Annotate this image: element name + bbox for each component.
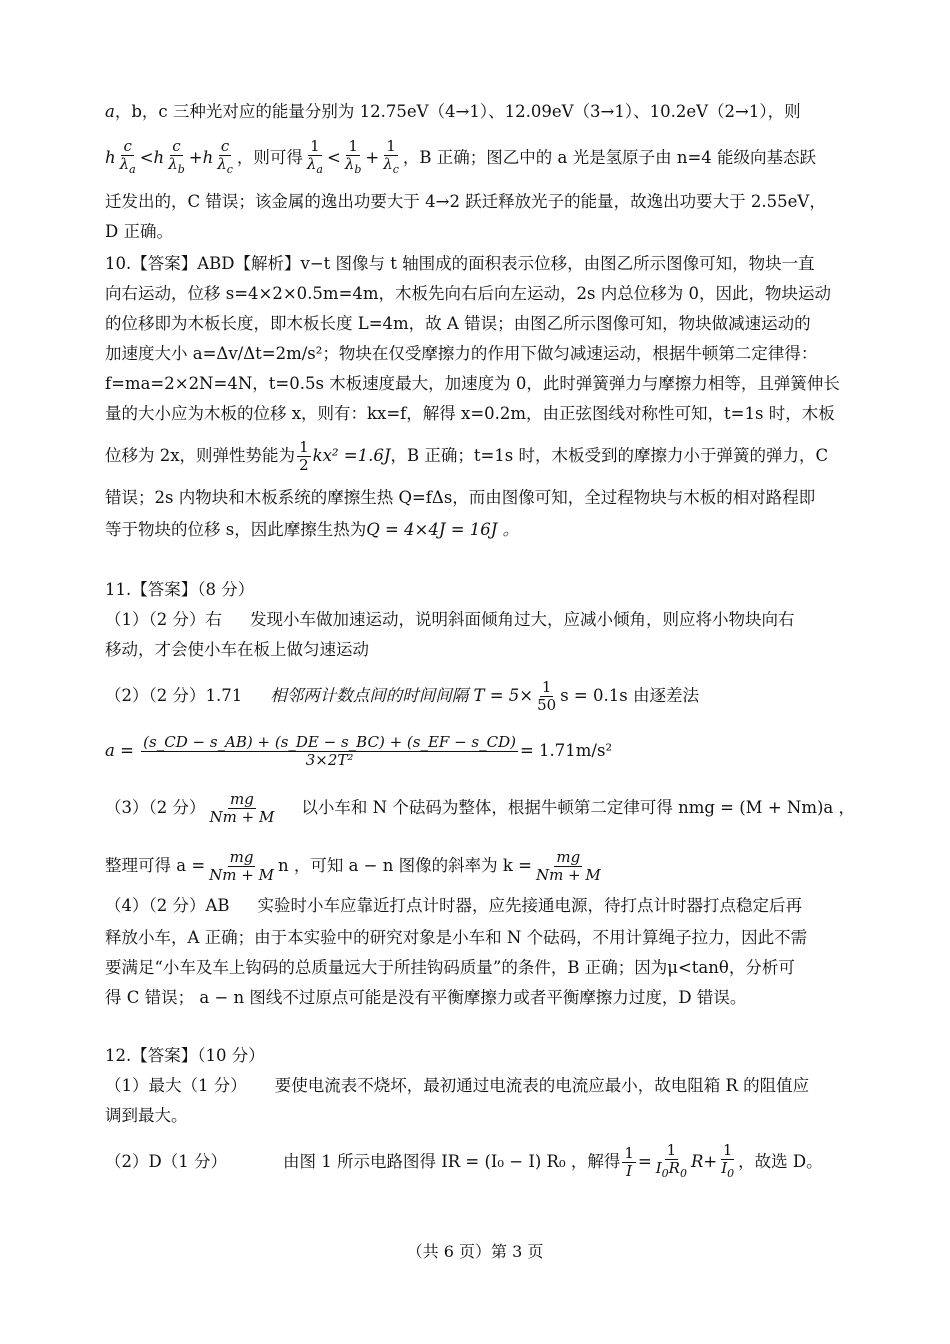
q10-line-8: 错误；2s 内物块和木板系统的摩擦生热 Q=fΔs，而由图像可知，全过程物块与木板的相对路程即 xyxy=(105,488,816,507)
q10-line-7: 位移为 2x，则弹性势能为 $\frac{1}{2}$ kx² =1.6J ，B 正确；t=1s 时，木板受到的摩擦力小于弹簧的弹力，C xyxy=(105,437,829,474)
q11-part4-l3: 要满足“小车及车上钩码的总质量远大于所挂钩码质量”的条件，B 正确；因为μ<tanθ，分析可 xyxy=(105,958,795,977)
q11-part3-cont: 整理可得 a = $\frac{mg}{Nm + M}$ n ，可知 a − n 图像的斜率为 k = $\frac{mg}{Nm + M}$ xyxy=(105,847,601,884)
q10-line-6: 量的大小应为木板的位移 x，则有：kx=f，解得 x=0.2m，由正弦图线对称性可知，t=1s 时，木板 xyxy=(105,404,835,423)
q9-line-1: a，b，c 三种光对应的能量分别为 12.75eV（4→1）、12.09eV（3→1）、10.2eV（2→1），则 xyxy=(105,102,801,121)
q9-line-2: h $\frac{c}{\lambda_a}$ < h $\frac{c}{\lambda_b}$ + h $\frac{c}{\lambda_c}$ ，则可得 $\frac{1}{\lambda_a}$ < $\frac{1}{\lambda_b}$ + $\frac{1}{\lambda_c}$ ，B 正确；图乙中的 a 光是氢原子由 n=4 能级向基态跃 xyxy=(105,137,817,176)
q9-line-4: D 正确。 xyxy=(105,222,173,241)
q11-equation: a = $\frac{(s\_CD - s\_AB) + (s\_DE - s\_BC) + (s\_EF - s\_CD)}{\text{3×2T²}}$ = 1.71m/s² xyxy=(105,732,613,769)
q12-part2: （2）D（1 分） 由图 1 所示电路图得 IR = (I₀ − I) R₀ ，解得 $\frac{1}{I}$ = $\frac{1}{I_0R_0}$ R + $\frac{1}{I_0}$ ，故选 D。 xyxy=(105,1141,823,1180)
q10-line-2: 向右运动，位移 s=4×2×0.5m=4m，木板先向右后向左运动，2s 内总位移为 0，因此，物块运动 xyxy=(105,284,831,303)
q11-part4-l4: 得 C 错误； a − n 图线不过原点可能是没有平衡摩擦力或者平衡摩擦力过度，D 错误。 xyxy=(105,988,747,1007)
q11-part4-l2: 释放小车，A 正确；由于本实验中的研究对象是小车和 N 个砝码，不用计算绳子拉力，因此不需 xyxy=(105,928,808,947)
q10-line-5: f=ma=2×2N=4N，t=0.5s 木板速度最大，加速度为 0，此时弹簧弹力与摩擦力相等，且弹簧伸长 xyxy=(105,374,840,393)
q10-line-9: 等于物块的位移 s，因此摩擦生热为Q = 4×4J = 16J 。 xyxy=(105,520,520,539)
q12-part1: （1）最大（1 分） 要使电流表不烧坏，最初通过电流表的电流应最小，故电阻箱 R 的阻值应 xyxy=(105,1076,810,1095)
q11-part1: （1）（2 分）右 发现小车做加速运动，说明斜面倾角过大，应减小倾角，则应将小物块向右 xyxy=(105,610,795,629)
q10-line-3: 的位移即为木板长度，即木板长度 L=4m，故 A 错误；由图乙所示图像可知，物块做减速运动的 xyxy=(105,314,811,333)
q11-part4: （4）（2 分）AB 实验时小车应靠近打点计时器，应先接通电源，待打点计时器打点稳定后再 xyxy=(105,896,803,915)
q12-part1-cont: 调到最大。 xyxy=(105,1106,188,1125)
q11-heading: 11.【答案】（8 分） xyxy=(105,580,255,599)
q9-line-3: 迁发出的，C 错误；该金属的逸出功要大于 4→2 跃迁释放光子的能量，故逸出功要大于 2.55eV， xyxy=(105,192,826,211)
q12-heading: 12.【答案】（10 分） xyxy=(105,1046,265,1065)
q11-part2: （2）（2 分）1.71 相邻两计数点间的时间间隔 T = 5× $\frac{1}{50}$ s = 0.1s 由逐差法 xyxy=(105,677,699,714)
q10-line-4: 加速度大小 a=Δv/Δt=2m/s²；物块在仅受摩擦力的作用下做匀减速运动，根据牛顿第二定律得： xyxy=(105,344,818,363)
page-footer: （共 6 页）第 3 页 xyxy=(406,1242,544,1261)
q11-part3: （3）（2 分） $\frac{mg}{Nm + M}$ 以小车和 N 个砝码为整体，根据牛顿第二定律可得 nmg = (M + Nm)a ， xyxy=(105,789,855,826)
frac-c-la: $\frac{c}{\lambda_a}$ xyxy=(119,137,136,176)
q10-line-1: 10.【答案】ABD【解析】v−t 图像与 t 轴围成的面积表示位移，由图乙所示图像可知，物块一直 xyxy=(105,254,815,273)
q11-part1-cont: 移动，才会使小车在板上做匀速运动 xyxy=(105,640,369,659)
